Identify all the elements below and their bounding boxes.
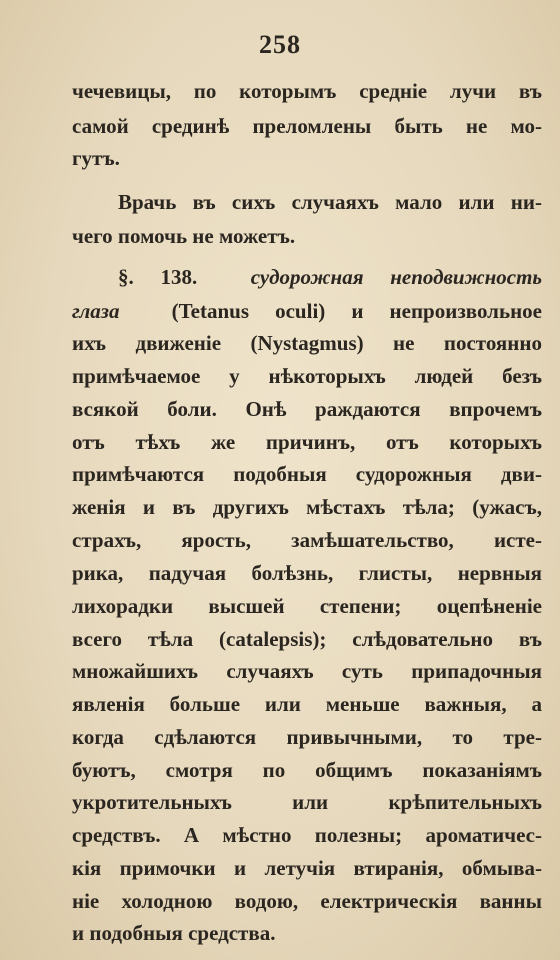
section-term-cont: глаза [72, 299, 120, 323]
text-line: когда сдѣлаются привычными, то тре- [72, 725, 542, 749]
text-line: чего помочь не можетъ. [72, 224, 296, 248]
text-line: средствъ. А мѣстно полезны; ароматичес- [72, 823, 542, 847]
text-line: всего тѣла (catalepsis); слѣдовательно въ [72, 627, 542, 651]
text-line: рика, падучая болѣзнь, глисты, нервныя [72, 561, 542, 585]
section-term: судорожная неподвижность [250, 265, 543, 289]
text-line: примѣчаются подобныя судорожныя дви- [72, 462, 542, 486]
section-number: §. 138. [118, 265, 198, 289]
text-line: отъ тѣхъ же причинъ, отъ которыхъ [72, 430, 542, 454]
text-line: кiя примочки и летучiя втиранiя, обмыва- [72, 856, 542, 880]
text-line: страхъ, ярость, замѣшательство, исте- [72, 528, 542, 552]
text-line: гутъ. [72, 146, 120, 170]
section-heading-line [118, 262, 542, 292]
text-line: множайшихъ случаяхъ суть припадочныя [72, 659, 542, 683]
text-line: буютъ, смотря по общимъ показанiямъ [72, 758, 542, 782]
text-line: укротительныхъ или крѣпительныхъ [72, 790, 542, 814]
text-span: (Tetanus oculi) и непроизвольное [171, 299, 542, 323]
text-line: всякой боли. Онѣ раждаются впрочемъ [72, 397, 542, 421]
text-line: явленiя больше или меньше важныя, а [72, 692, 542, 716]
text-line: женiя и въ другихъ мѣстахъ тѣла; (ужасъ, [72, 495, 542, 519]
text-line [72, 296, 542, 326]
text-line: и подобныя средства. [72, 921, 276, 945]
text-line: Врачь въ сихъ случаяхъ мало или ни- [118, 190, 542, 214]
text-line: лихорадки высшей степени; оцепѣненiе [72, 594, 542, 618]
text-line: нiе холодною водою, електрическiя ванны [72, 889, 542, 913]
text-line: примѣчаемое у нѣкоторыхъ людей безъ [72, 364, 542, 388]
text-line: чечевицы, по которымъ среднiе лучи въ [72, 79, 542, 103]
text-line: ихъ движенiе (Nystagmus) не постоянно [72, 331, 542, 355]
page-number: 258 [259, 30, 301, 59]
text-line: самой срединѣ преломлены быть не мо- [72, 114, 542, 138]
